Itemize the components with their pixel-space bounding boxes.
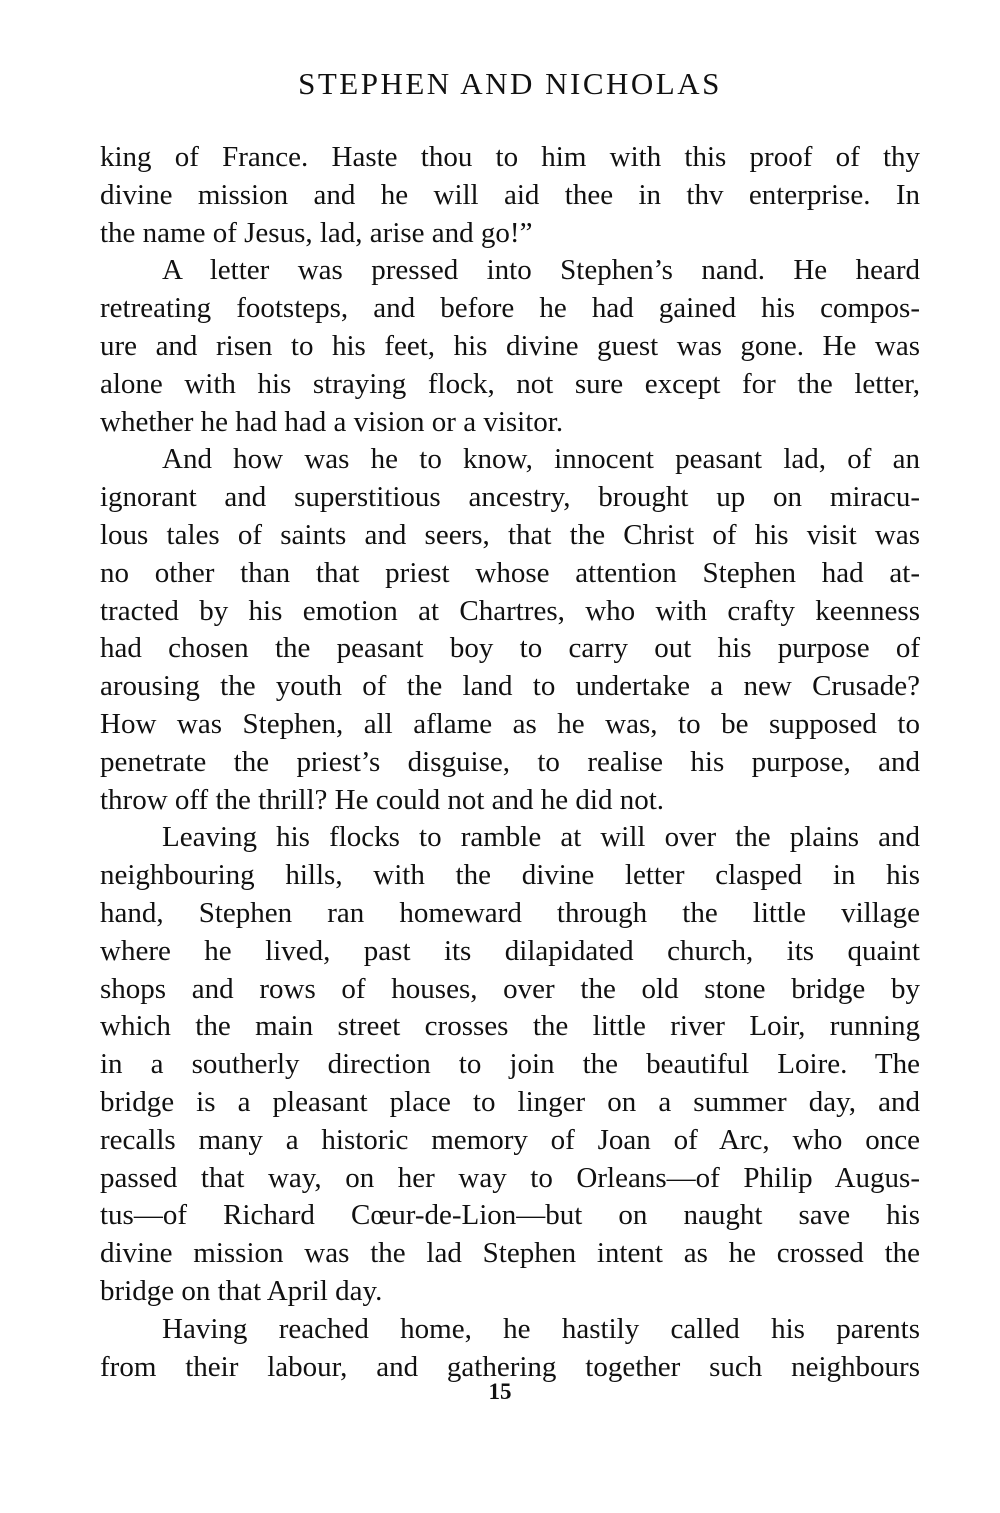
paragraph [100, 1311, 920, 1387]
text-line: which the main street crosses the little river Loir, running [100, 1010, 920, 1043]
paragraph [100, 819, 920, 1310]
text-line: divine mission was the lad Stephen intent as he crossed the [100, 1237, 920, 1270]
text-line: passed that way, on her way to Orleans—of Philip Augus- [100, 1161, 920, 1194]
text-line: lous tales of saints and seers, that the Christ of his visit was [100, 518, 920, 551]
paragraph [100, 252, 920, 441]
text-line: recalls many a historic memory of Joan of Arc, who once [100, 1123, 920, 1156]
text-line: bridge is a pleasant place to linger on a summer day, and [100, 1085, 920, 1118]
text-line: had chosen the peasant boy to carry out his purpose of [100, 632, 920, 665]
text-line: penetrate the priest’s disguise, to realise his purpose, and [100, 745, 920, 778]
text-line: alone with his straying flock, not sure except for the letter, [100, 367, 920, 400]
text-line: Leaving his flocks to ramble at will over the plains and [162, 821, 920, 854]
text-line: A letter was pressed into Stephen’s nand. He heard [162, 254, 920, 287]
text-line: whether he had had a vision or a visitor. [100, 405, 564, 438]
text-line: where he lived, past its dilapidated church, its quaint [100, 934, 920, 967]
text-line: tracted by his emotion at Chartres, who with crafty keenness [100, 594, 920, 627]
text-line: the name of Jesus, lad, arise and go!” [100, 216, 533, 249]
text-line: no other than that priest whose attention Stephen had at- [100, 556, 920, 589]
text-line: shops and rows of houses, over the old stone bridge by [100, 972, 920, 1005]
page-number: 15 [488, 1379, 512, 1404]
text-line: ure and risen to his feet, his divine guest was gone. He was [100, 329, 920, 362]
text-line: from their labour, and gathering together such neighbours [100, 1350, 920, 1383]
text-line: throw off the thrill? He could not and he did not. [100, 783, 665, 816]
text-line: And how was he to know, innocent peasant lad, of an [162, 443, 920, 476]
text-line: retreating footsteps, and before he had gained his compos- [100, 292, 920, 325]
paragraph [100, 139, 920, 252]
text-line: neighbouring hills, with the divine letter clasped in his [100, 859, 920, 892]
running-head: STEPHEN AND NICHOLAS [298, 66, 722, 101]
text-line: tus—of Richard Cœur-de-Lion—but on naught save his [100, 1199, 920, 1232]
paragraph [100, 441, 920, 819]
body-text [100, 139, 920, 1386]
text-line: arousing the youth of the land to undertake a new Crusade? [100, 670, 920, 703]
text-line: in a southerly direction to join the beautiful Loire. The [100, 1048, 920, 1081]
text-line: divine mission and he will aid thee in thv enterprise. In [100, 178, 920, 211]
text-line: ignorant and superstitious ancestry, brought up on miracu- [100, 481, 920, 514]
text-line: How was Stephen, all aflame as he was, to be supposed to [100, 707, 920, 740]
text-line: Having reached home, he hastily called his parents [162, 1312, 920, 1345]
text-line: king of France. Haste thou to him with this proof of thy [100, 141, 920, 173]
text-line: bridge on that April day. [100, 1274, 383, 1307]
text-line: hand, Stephen ran homeward through the little village [100, 896, 920, 929]
